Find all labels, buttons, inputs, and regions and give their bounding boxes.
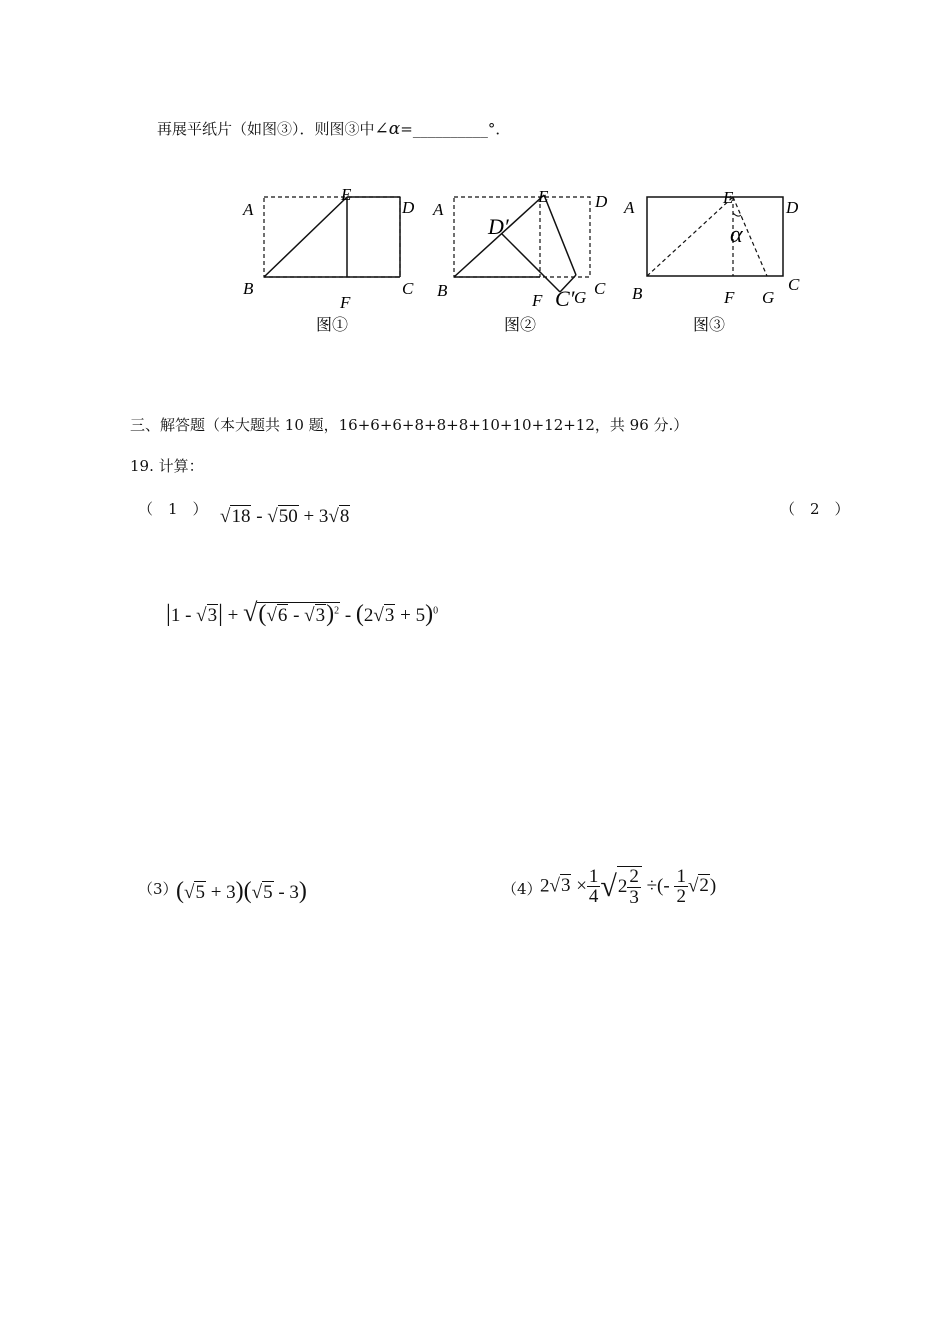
equals-sign: = [400,120,413,138]
degree-suffix: °． [487,120,511,138]
fig2-label-C-prime: C′ [555,286,575,311]
fig2-label-D: D [595,192,608,211]
times-sign: × [571,875,587,897]
fig1-label-D: D [402,198,415,217]
radicand-3c: 3 [384,605,395,626]
fig1-label-F: F [340,293,351,312]
fig2-label-E: E [538,187,549,206]
fig3-label-C: C [788,275,800,294]
plus-sign: + [222,605,244,626]
fig2-dashed-rect [454,197,590,277]
radicand-50: 50 [278,506,298,527]
part-4-label: （4） [502,880,542,898]
fig2-caption: 图② [504,317,537,332]
part-1-label: （ 1 ） [138,500,208,518]
fig2-edge-DC-prime [502,234,560,292]
inner-minus: - [288,605,305,626]
minus-sign-2: - [340,605,356,626]
fig1-label-A: A [243,200,254,219]
part-2-label: （ 2 ） [780,500,850,518]
fraction-one-half: $\frac{1}{2}$ [676,865,686,908]
radicand-18: 18 [231,506,251,527]
fig2-label-F: F [532,291,543,310]
fig3-rect [647,197,783,276]
figure-2 [428,182,628,332]
figure-1 [238,182,428,332]
angle-alpha: ∠α [374,119,401,139]
mixed-whole: 2 [617,875,628,897]
fraction-two-thirds: $\frac{2}{3}$ [629,866,639,908]
radicand-5b: 5 [263,882,273,903]
fig1-label-C: C [402,279,414,298]
fig3-label-A: A [624,198,635,217]
fig3-label-E: E [723,188,734,207]
part-1-expression: √18 - √50 + 3√8 [220,506,350,527]
part-3-expression: (√5 + 3)(√5 - 3) [176,878,307,904]
fig1-dashed-rect [264,197,400,277]
minus-three-3: - 3 [273,882,299,903]
intro-text: 再展平纸片（如图③）．则图③中 [157,120,375,138]
coef-two: 2 [363,605,374,626]
radicand-3a: 3 [207,605,218,626]
fig2-edge-EG [544,195,576,275]
fig3-dashed-BE [647,197,733,276]
fig3-label-F: F [724,288,735,307]
radicand-3b: 3 [315,605,326,626]
fig1-label-B: B [243,279,254,298]
radicand-5a: 5 [195,882,205,903]
radicand-6: 6 [277,605,288,626]
radicand-8: 8 [339,506,350,527]
minus-sign: - [251,506,268,527]
radicand-2: 2 [699,875,709,897]
coef-two-4: 2 [540,875,550,897]
part-2-expression: $|1 - √3| + √(√6 - √3)^2 - (2√3 + 5)^0$ [166,598,439,627]
part-4-expression: 2√3 × $\frac{1}{4}$ √2 $\frac{2}{3}$ ÷(- $\frac{1}{2}$ √2) [540,865,717,908]
fig2-label-C: C [594,279,606,298]
answer-blank: __________ [412,120,488,138]
fig1-label-E: E [341,185,352,204]
part-3-label: （3） [138,880,178,898]
fig2-label-A: A [433,200,444,219]
fig2-label-B: B [437,281,448,300]
fig3-label-alpha: α [730,222,743,248]
fig2-label-D-prime: D′ [488,214,509,239]
figure-3 [620,182,820,332]
fig3-caption: 图③ [693,317,726,332]
problem-19-title: 19. 计算： [130,457,204,475]
square-exponent: 2 [334,605,340,617]
fraction-one-quarter: $\frac{1}{4}$ [588,865,599,908]
plus-three-3: + 3 [205,882,236,903]
fig3-label-D: D [786,198,799,217]
fig3-label-G: G [762,288,775,307]
section-heading: 三、解答题（本大题共 10 题，16+6+6+8+8+8+10+10+12+12，共 96 分.） [130,416,689,434]
fig1-edge-BE [264,197,347,277]
one-minus: 1 - [170,605,197,626]
fig3-label-B: B [632,284,643,303]
close-paren: ) [709,875,717,897]
plus-three: + 3 [298,506,329,527]
fig1-caption: 图① [316,317,349,332]
fig2-label-G: G [574,288,587,307]
divide-sign: ÷(- [641,875,675,897]
plus-five: + 5 [395,605,426,626]
zero-exponent: 0 [433,605,439,617]
intro-line [157,118,510,139]
radicand-3-4: 3 [560,875,571,897]
